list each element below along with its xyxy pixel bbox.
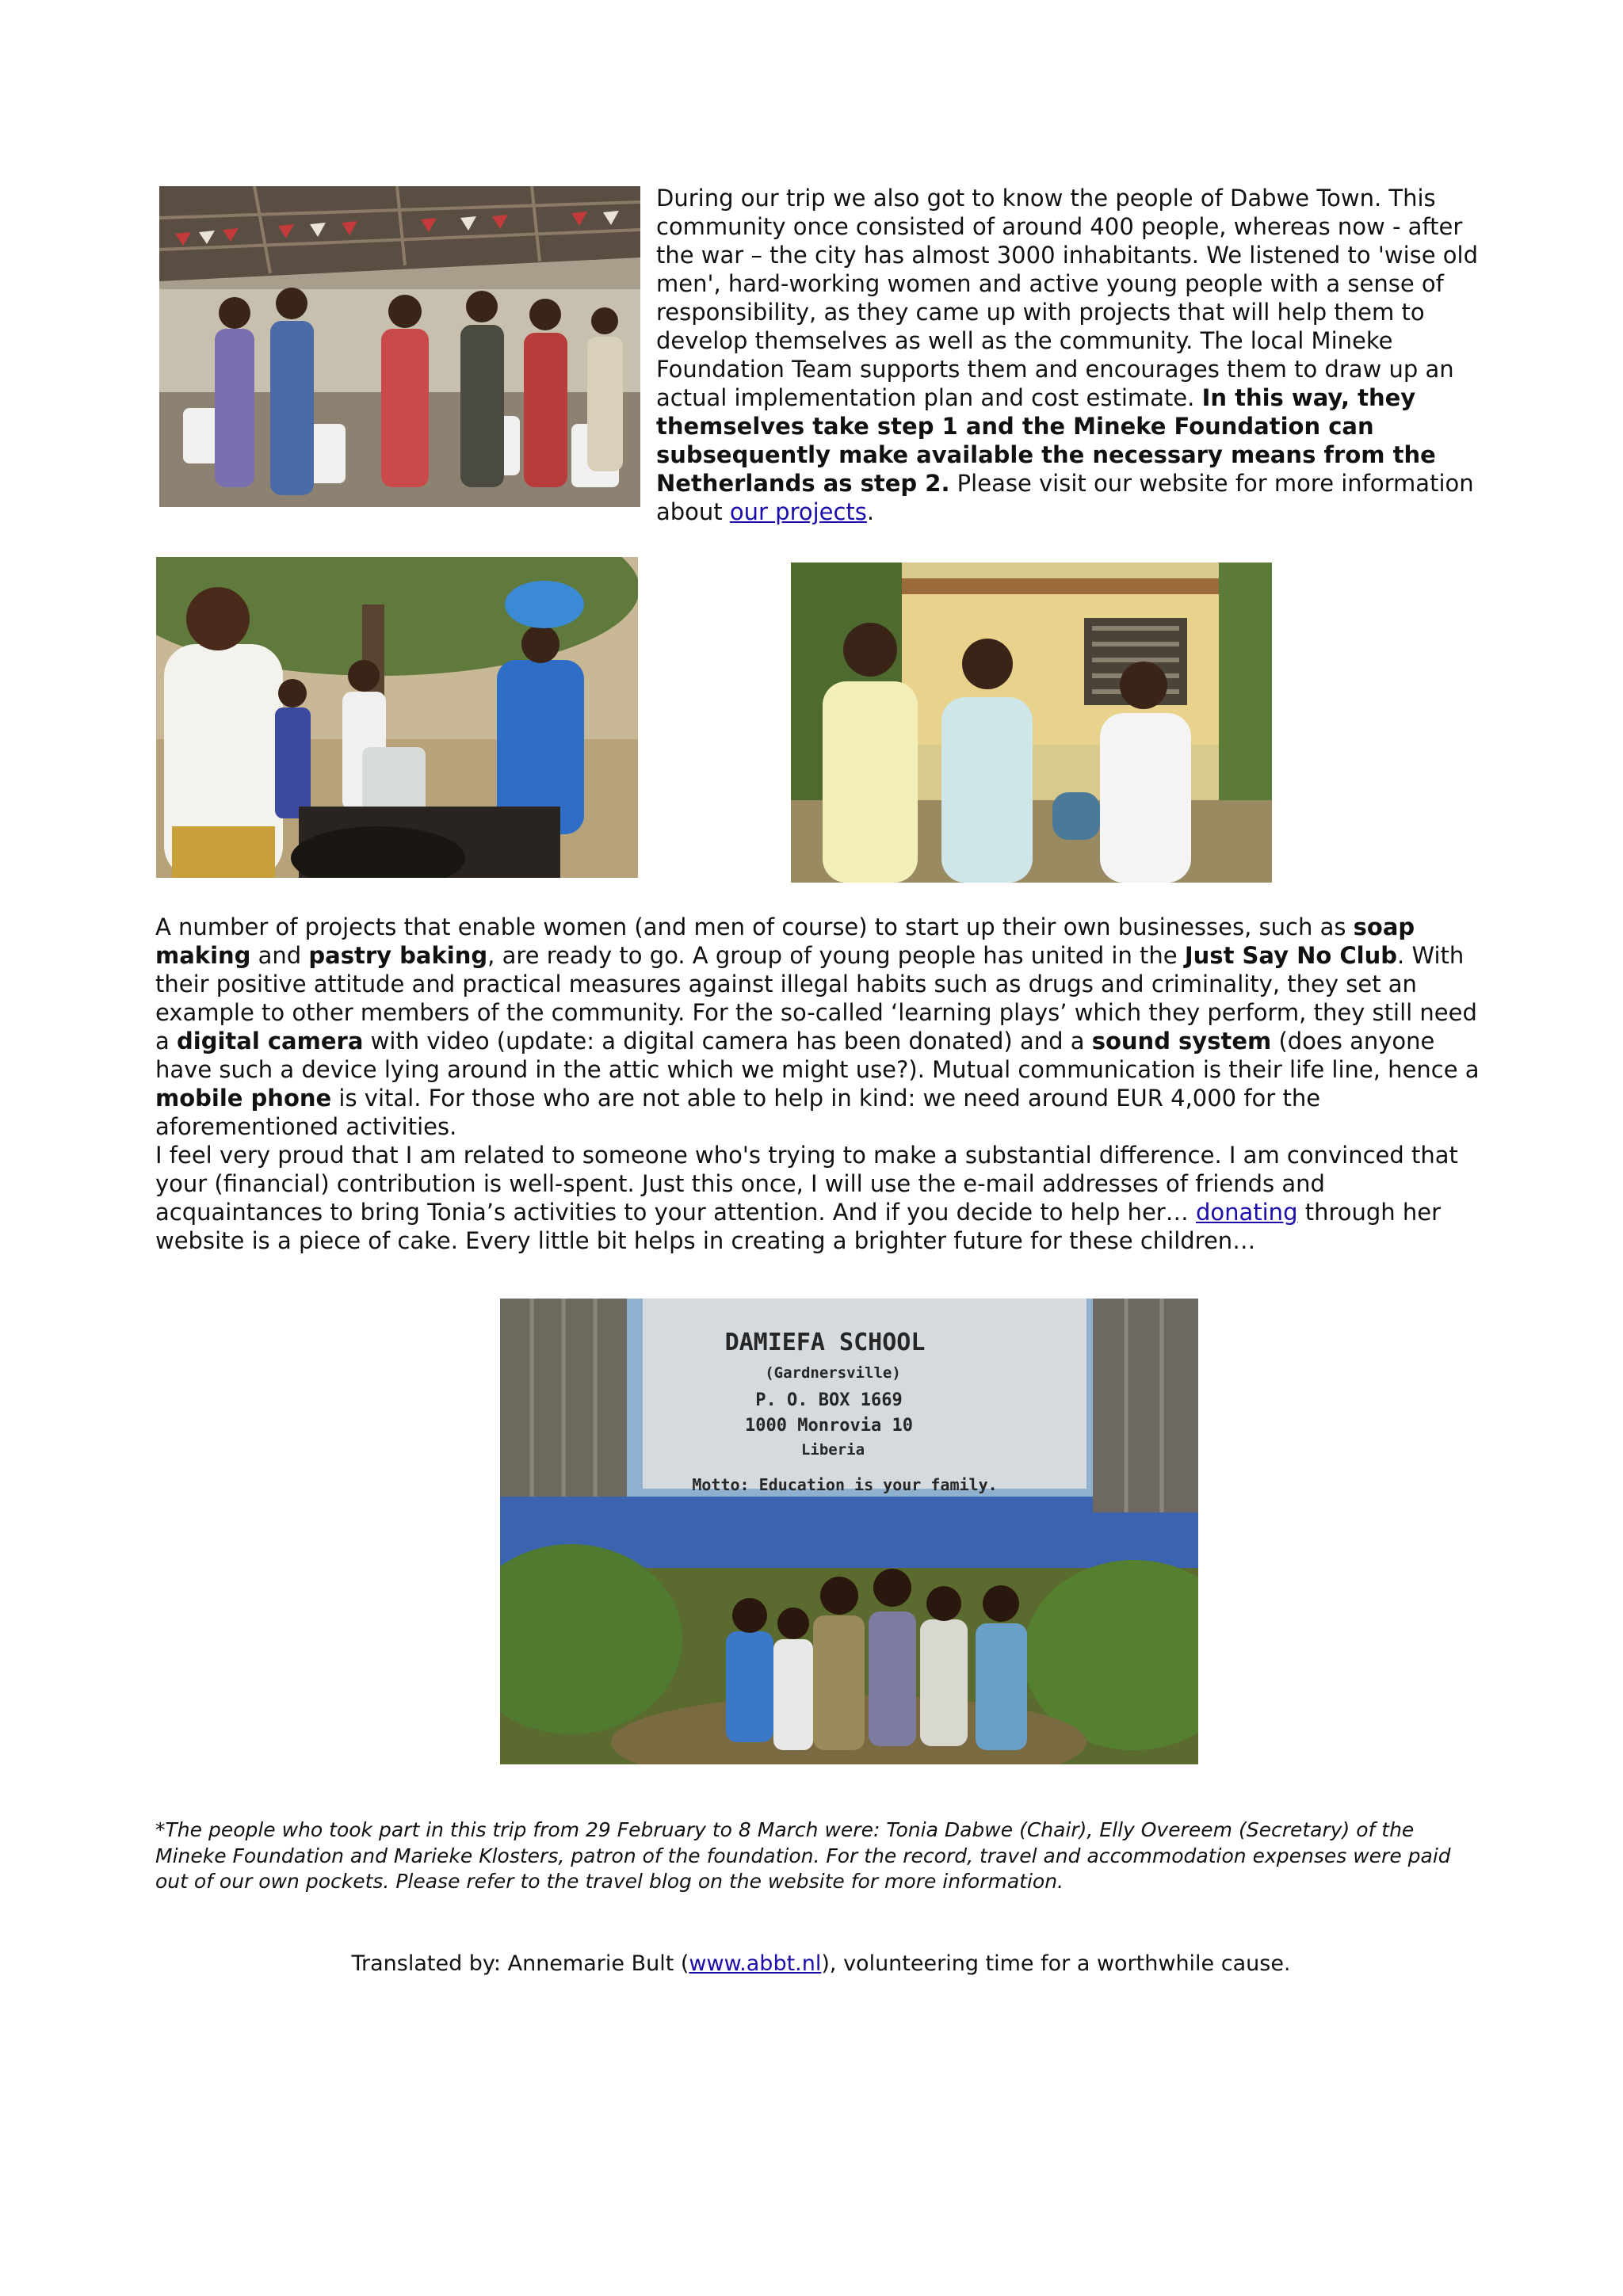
women-cooking-photo <box>156 557 638 878</box>
sign-country: Liberia <box>800 1441 865 1459</box>
credit-text-2: ), volunteering time for a worthwhile cause. <box>821 1951 1291 1976</box>
projects-text-6: (does anyone have such a device lying around in the attic which we might use?). Mutual communication is their life line, hence a <box>155 1028 1480 1083</box>
men-talking-photo <box>791 563 1272 883</box>
school-children-photo <box>500 1299 1198 1764</box>
sign-city: 1000 Monrovia 10 <box>745 1416 913 1436</box>
intro-text-1: During our trip we also got to know the people of Dabwe Town. This community once consisted of around 400 people, whereas now - after the war – the city has almost 3000 inhabitants. We listened to 'wise old men', hard-working women and active young people with a sense of responsibility, as they came up with projects that will help them to develop themselves as well as the community. The local Mineke Foundation Team supports them and encourages them to draw up an actual implementation plan and cost estimate. <box>656 185 1479 411</box>
proud-text-1: I feel very proud that I am related to someone who's trying to make a substantial difference. I am convinced that your (financial) contribution is well-spent. Just this once, I will use the e-mail addresses of friends and acquaintances to bring Tonia’s activities to your attention. And if you decide to help her… <box>155 1142 1458 1226</box>
soap-making-bold: soap making <box>155 913 1415 969</box>
sound-system-bold: sound system <box>1091 1028 1272 1055</box>
projects-text-2: and <box>250 942 309 969</box>
intro-paragraph <box>656 184 1496 526</box>
sign-location: (Gardnersville) <box>765 1364 901 1382</box>
just-say-no-club-bold: Just Say No Club <box>1184 942 1398 969</box>
projects-paragraph <box>155 913 1487 1141</box>
sign-school-name: DAMIEFA SCHOOL <box>724 1329 926 1356</box>
projects-text-3: , are ready to go. A group of young people has united in the <box>487 942 1185 969</box>
credit-text-1: Translated by: Annemarie Bult ( <box>351 1951 689 1976</box>
footnote: *The people who took part in this trip from 29 February to 8 March were: Tonia Dabwe (Chair), Elly Overeem (Secretary) of the Mineke Foundation and Marieke Klosters, patron of the foundation. For the record, travel and accommodation expenses were paid out of our own pockets. Please refer to the travel blog on the website for more information. <box>155 1818 1451 1893</box>
our-projects-link[interactable]: our projects <box>729 498 867 525</box>
projects-text-1: A number of projects that enable women (and men of course) to start up their own businesses, such as <box>155 913 1354 940</box>
intro-bold-1: In this way, they themselves take step 1 and the Mineke Foundation can subsequently make available the necessary means from the Netherlands as step 2. <box>656 384 1436 497</box>
abbt-website-link[interactable]: www.abbt.nl <box>689 1951 822 1976</box>
digital-camera-bold: digital camera <box>177 1028 364 1055</box>
intro-text-3: . <box>866 498 875 525</box>
meeting-hall-photo <box>159 186 640 507</box>
mobile-phone-bold: mobile phone <box>155 1085 332 1112</box>
projects-text-4: . With their positive attitude and practical measures against illegal habits such as drugs and criminality, they set an example to other members of the community. For the so-called ‘learning plays’ which they perform, they still need a <box>155 942 1477 1055</box>
donating-link[interactable]: donating <box>1195 1199 1298 1226</box>
projects-text-5: with video (update: a digital camera has been donated) and a <box>363 1028 1092 1055</box>
sign-po-box: P. O. BOX 1669 <box>755 1390 903 1410</box>
intro-text-2: Please visit our website for more information about <box>656 470 1474 525</box>
proud-text-2: through her website is a piece of cake. Every little bit helps in creating a brighter future for these children… <box>155 1199 1442 1254</box>
sign-motto: Motto: Education is your family. <box>692 1475 998 1494</box>
translation-credit <box>155 1951 1487 1978</box>
pastry-baking-bold: pastry baking <box>308 942 488 969</box>
projects-text-7: is vital. For those who are not able to help in kind: we need around EUR 4,000 for the aforementioned activities. <box>155 1085 1321 1140</box>
proud-paragraph <box>155 1141 1487 1255</box>
